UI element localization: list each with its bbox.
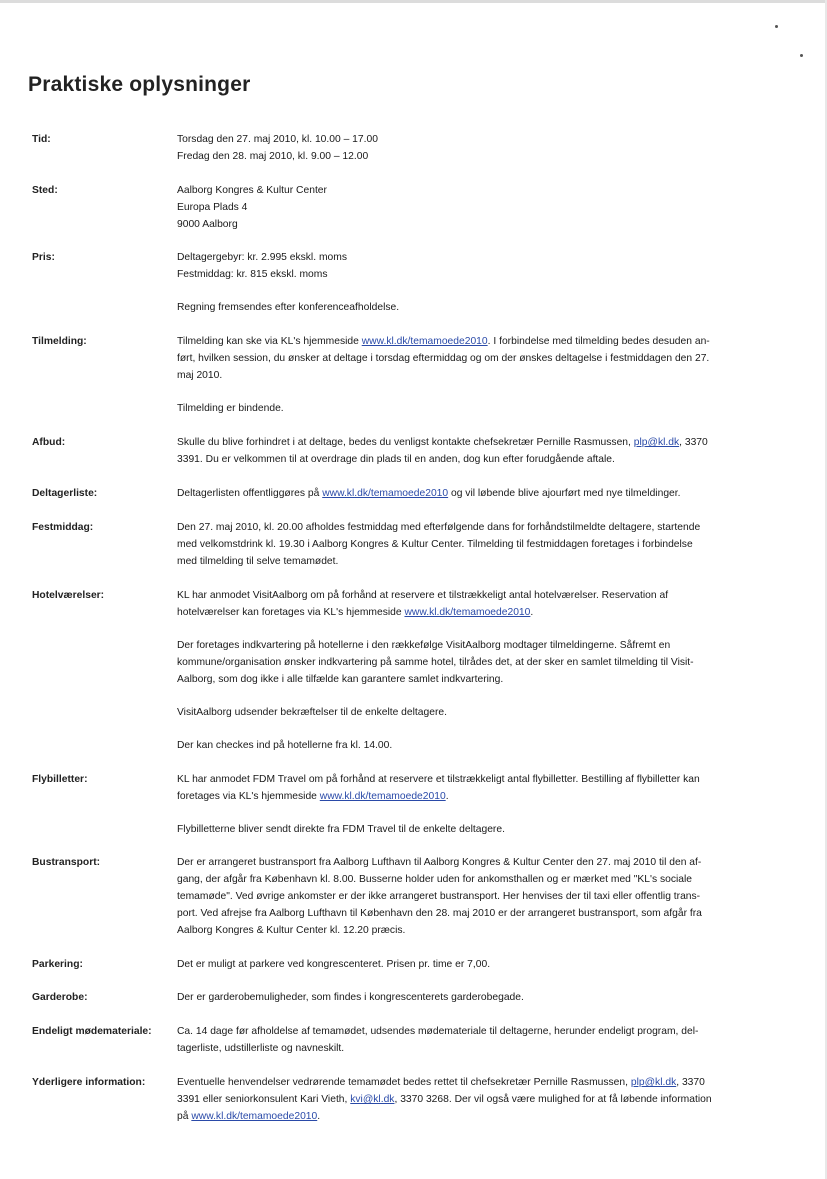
label-endeligt: Endeligt mødemateriale: bbox=[32, 1026, 152, 1037]
label-tid: Tid: bbox=[32, 134, 51, 145]
text-line: kommune/organisation ønsker indkvartering på samme hotel, tilrådes det, at der sker en samlet tilmelding til Visit- bbox=[177, 657, 694, 668]
temamoede-link[interactable]: www.kl.dk/temamoede2010 bbox=[319, 791, 446, 802]
text-line: Festmiddag: kr. 815 ekskl. moms bbox=[177, 269, 328, 280]
row-endeligt bbox=[32, 1023, 797, 1057]
text-line: temamøde". Ved øvrige ankomster er der ikke arrangeret bustransport. Her henvises der til taxi eller offentlig trans- bbox=[177, 891, 701, 902]
text-paragraph: Flybilletterne bliver sendt direkte fra FDM Travel til de enkelte deltagere. bbox=[177, 824, 505, 835]
text-span: . I forbindelse med tilmelding bedes desuden an- bbox=[487, 336, 710, 347]
row-hotel bbox=[32, 587, 797, 754]
text-paragraph: Det er muligt at parkere ved kongrescenteret. Prisen pr. time er 7,00. bbox=[177, 959, 491, 970]
content-tilmelding bbox=[177, 333, 797, 417]
email-link[interactable]: plp@kl.dk bbox=[633, 437, 680, 448]
text-span: Skulle du blive forhindret i at deltage, bedes du venligst kontakte chefsekretær Pernille Rasmussen, bbox=[177, 437, 634, 448]
text-span: Eventuelle henvendelser vedrørende temamødet bedes rettet til chefsekretær Pernille Rasmussen, bbox=[177, 1077, 631, 1088]
temamoede-link[interactable]: www.kl.dk/temamoede2010 bbox=[404, 607, 531, 618]
label-afbud: Afbud: bbox=[32, 437, 66, 448]
text-line: ført, hvilken session, du ønsker at deltage i torsdag eftermiddag og om der ønskes deltagelse i festmiddagen den 27. bbox=[177, 353, 710, 364]
label-sted: Sted: bbox=[32, 185, 58, 196]
text-paragraph: Regning fremsendes efter konferenceafholdelse. bbox=[177, 302, 400, 313]
email-link[interactable]: kvi@kl.dk bbox=[350, 1094, 395, 1105]
content-tid bbox=[177, 131, 797, 165]
text-line: Deltagergebyr: kr. 2.995 ekskl. moms bbox=[177, 252, 347, 263]
text-line: gang, der afgår fra København kl. 8.00. Busserne holder uden for ankomsthallen og er mærket med "KL's sociale bbox=[177, 874, 693, 885]
scan-edge-top bbox=[0, 0, 827, 3]
text-line: Aalborg Kongres & Kultur Center bbox=[177, 185, 327, 196]
content-garderobe bbox=[177, 989, 797, 1006]
text-span: og vil løbende blive ajourført med nye tilmeldinger. bbox=[448, 488, 681, 499]
text-line: Der er arrangeret bustransport fra Aalborg Lufthavn til Aalborg Kongres & Kultur Center den 27. maj 2010 til den af- bbox=[177, 857, 702, 868]
temamoede-link[interactable]: www.kl.dk/temamoede2010 bbox=[322, 488, 449, 499]
text-span: . bbox=[317, 1111, 321, 1122]
text-span: hotelværelser kan foretages via KL's hjemmeside bbox=[177, 607, 405, 618]
label-fly: Flybilletter: bbox=[32, 774, 88, 785]
row-pris bbox=[32, 249, 797, 316]
label-festmiddag: Festmiddag: bbox=[32, 522, 94, 533]
content-sted bbox=[177, 182, 797, 233]
content-pris bbox=[177, 249, 797, 316]
info-list bbox=[32, 131, 797, 1125]
content-bus bbox=[177, 854, 797, 939]
text-paragraph: VisitAalborg udsender bekræftelser til de enkelte deltagere. bbox=[177, 707, 447, 718]
text-line: Torsdag den 27. maj 2010, kl. 10.00 – 17.00 bbox=[177, 134, 378, 145]
text-line: Aalborg, som dog ikke i alle tilfælde kan garantere samlet indkvartering. bbox=[177, 674, 504, 685]
text-span: Tilmelding kan ske via KL's hjemmeside bbox=[177, 336, 362, 347]
text-span: 3391 eller seniorkonsulent Kari Vieth, bbox=[177, 1094, 351, 1105]
row-garderobe bbox=[32, 989, 797, 1006]
text-line: KL har anmodet VisitAalborg om på forhånd at reservere et tilstrækkeligt antal hotelværelser. Reservation af bbox=[177, 590, 669, 601]
row-parkering bbox=[32, 956, 797, 973]
text-span: Deltagerlisten offentliggøres på bbox=[177, 488, 323, 499]
label-deltagerliste: Deltagerliste: bbox=[32, 488, 98, 499]
content-endeligt bbox=[177, 1023, 797, 1057]
scan-speck bbox=[775, 25, 778, 28]
content-deltagerliste bbox=[177, 485, 797, 502]
email-link[interactable]: plp@kl.dk bbox=[630, 1077, 677, 1088]
text-line: med tilmelding til selve temamødet. bbox=[177, 556, 339, 567]
label-garderobe: Garderobe: bbox=[32, 992, 88, 1003]
text-line: 9000 Aalborg bbox=[177, 219, 238, 230]
text-line: Aalborg Kongres & Kultur Center kl. 12.20 præcis. bbox=[177, 925, 406, 936]
page-title: Praktiske oplysninger bbox=[28, 73, 251, 96]
text-paragraph: Der er garderobemuligheder, som findes i kongrescenterets garderobegade. bbox=[177, 992, 524, 1003]
row-yderligere bbox=[32, 1074, 797, 1125]
temamoede-link[interactable]: www.kl.dk/temamoede2010 bbox=[191, 1111, 318, 1122]
row-sted bbox=[32, 182, 797, 233]
text-span: foretages via KL's hjemmeside bbox=[177, 791, 320, 802]
text-line: Europa Plads 4 bbox=[177, 202, 248, 213]
text-line: maj 2010. bbox=[177, 370, 223, 381]
text-span: . bbox=[530, 607, 534, 618]
text-span: på bbox=[177, 1111, 192, 1122]
row-tid bbox=[32, 131, 797, 165]
text-line: Ca. 14 dage før afholdelse af temamødet, udsendes mødemateriale til deltagerne, herunder endeligt program, del- bbox=[177, 1026, 699, 1037]
label-tilmelding: Tilmelding: bbox=[32, 336, 87, 347]
text-line: med velkomstdrink kl. 19.30 i Aalborg Kongres & Kultur Center. Tilmelding til festmiddagen foretages i forbindelse bbox=[177, 539, 693, 550]
scan-speck bbox=[800, 54, 803, 57]
content-yderligere bbox=[177, 1074, 797, 1125]
temamoede-link[interactable]: www.kl.dk/temamoede2010 bbox=[361, 336, 488, 347]
label-yderligere: Yderligere information: bbox=[32, 1077, 146, 1088]
label-pris: Pris: bbox=[32, 252, 55, 263]
text-span: , 3370 3268. Der vil også være mulighed for at få løbende information bbox=[394, 1094, 712, 1105]
text-line: KL har anmodet FDM Travel om på forhånd at reservere et tilstrækkeligt antal flybilletter. Bestilling af flybilletter kan bbox=[177, 774, 700, 785]
text-span: , 3370 bbox=[679, 437, 708, 448]
label-parkering: Parkering: bbox=[32, 959, 83, 970]
content-hotel bbox=[177, 587, 797, 754]
row-fly bbox=[32, 771, 797, 838]
content-parkering bbox=[177, 956, 797, 973]
text-line: Der foretages indkvartering på hotellerne i den rækkefølge VisitAalborg modtager tilmeldingerne. Såfremt en bbox=[177, 640, 671, 651]
label-bus: Bustransport: bbox=[32, 857, 101, 868]
row-bus bbox=[32, 854, 797, 939]
content-fly bbox=[177, 771, 797, 838]
text-span: . bbox=[445, 791, 449, 802]
text-line: port. Ved afrejse fra Aalborg Lufthavn til København den 28. maj 2010 er der arrangeret bustransport, som afgår fra bbox=[177, 908, 702, 919]
row-deltagerliste bbox=[32, 485, 797, 502]
text-line: Fredag den 28. maj 2010, kl. 9.00 – 12.00 bbox=[177, 151, 369, 162]
text-line: 3391. Du er velkommen til at overdrage din plads til en anden, dog kun efter forudgående aftale. bbox=[177, 454, 615, 465]
label-hotel: Hotelværelser: bbox=[32, 590, 105, 601]
row-festmiddag bbox=[32, 519, 797, 570]
row-afbud bbox=[32, 434, 797, 468]
text-line: tagerliste, udstillerliste og navneskilt. bbox=[177, 1043, 345, 1054]
text-line: Den 27. maj 2010, kl. 20.00 afholdes festmiddag med efterfølgende dans for forhåndstilmeldte deltagere, startende bbox=[177, 522, 701, 533]
row-tilmelding bbox=[32, 333, 797, 417]
text-paragraph: Tilmelding er bindende. bbox=[177, 403, 284, 414]
content-afbud bbox=[177, 434, 797, 468]
content-festmiddag bbox=[177, 519, 797, 570]
text-paragraph: Der kan checkes ind på hotellerne fra kl. 14.00. bbox=[177, 740, 393, 751]
text-span: , 3370 bbox=[676, 1077, 705, 1088]
